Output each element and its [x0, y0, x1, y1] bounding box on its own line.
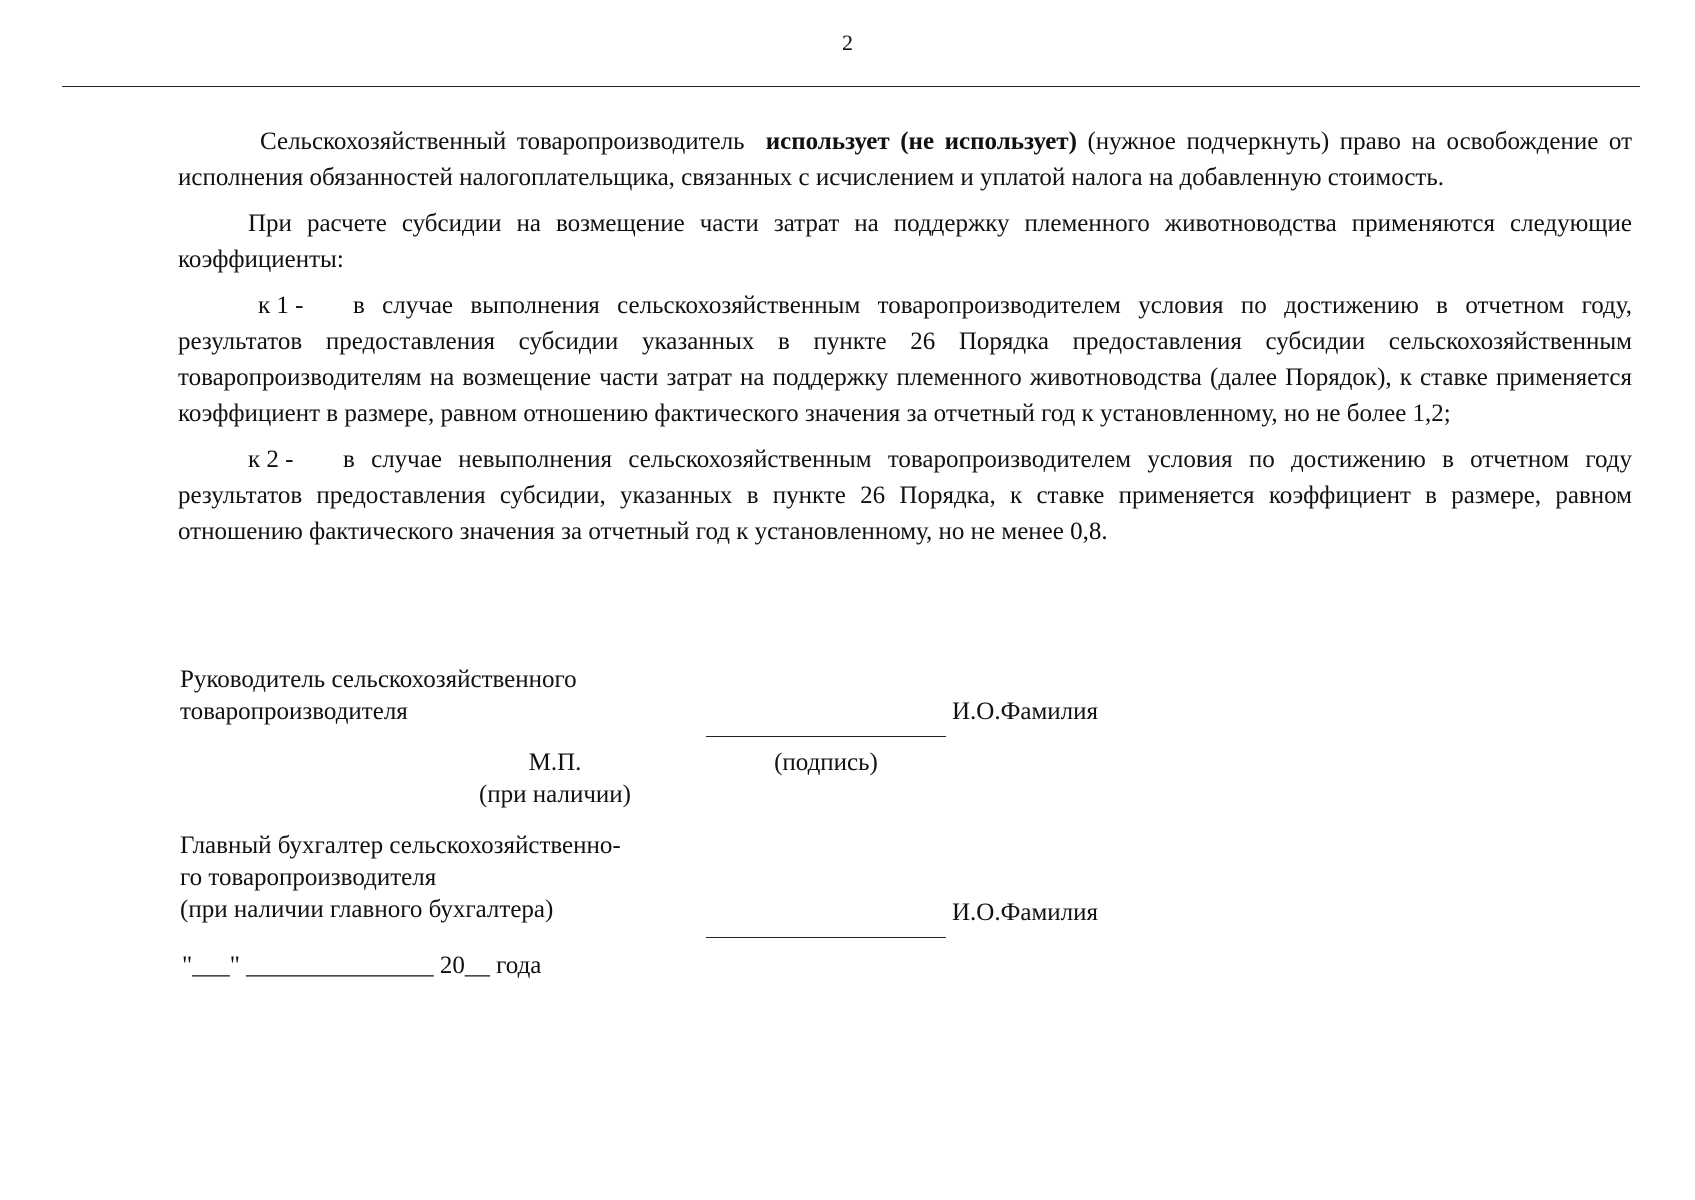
coefficient-k1	[178, 288, 1632, 432]
paragraph-coefficients-intro: При расчете субсидии на возмещение части затрат на поддержку племенного животноводства применяются следующие коэффициенты:	[178, 210, 1632, 273]
stamp-label: М.П.	[528, 749, 582, 776]
accountant-role-line1: Главный бухгалтер сельскохозяйственно-	[180, 832, 621, 859]
head-role-line1: Руководитель сельскохозяйственного	[180, 666, 577, 693]
coefficient-k1-label: к 1 -	[258, 292, 304, 319]
stamp-note	[455, 747, 655, 811]
stamp-condition: (при наличии)	[478, 781, 632, 808]
coefficient-k2	[178, 442, 1632, 550]
page-number: 2	[842, 30, 853, 55]
head-name: И.О.Фамилия	[952, 698, 1099, 725]
head-signature-line	[706, 736, 946, 737]
document-body	[178, 124, 1632, 560]
coefficient-k2-text: в случае невыполнения сельскохозяйственным товаропроизводителем условия по достижению в отчетном году результатов предоставления субсидии, указанных в пункте 26 Порядка, к ставке применяется коэффициент в размере, равном отношению фактического значения за отчетный год к установленному, но не менее 0,8.	[178, 446, 1632, 545]
paragraph-lead: Сельскохозяйственный товаропроизводитель	[260, 128, 745, 155]
accountant-role-line2: го товаропроизводителя	[180, 864, 437, 891]
accountant-role-line3: (при наличии главного бухгалтера)	[180, 896, 554, 923]
head-role-line2: товаропроизводителя	[180, 698, 408, 725]
coefficient-k2-label: к 2 -	[248, 446, 294, 473]
accountant-role	[180, 830, 621, 926]
header-divider	[62, 86, 1640, 87]
paragraph-emphasis: использует (не использует)	[765, 128, 1077, 155]
head-role	[180, 664, 577, 728]
signature-caption: (подпись)	[774, 749, 878, 776]
paragraph-vat-exemption	[178, 124, 1632, 196]
paragraph-tail: (нужное подчеркнуть) право на освобождение от исполнения обязанностей налогоплательщика, связанных с исчислением и уплатой налога на добавленную стоимость.	[178, 128, 1632, 191]
accountant-name: И.О.Фамилия	[952, 899, 1099, 926]
accountant-signature-line	[706, 937, 946, 938]
date-line: "___" _______________ 20__ года	[182, 952, 542, 979]
coefficient-k1-text: в случае выполнения сельскохозяйственным товаропроизводителем условия по достижению в отчетном году, результатов предоставления субсидии указанных в пункте 26 Порядка предоставления субсидии сельскохозяйственным товаропроизводителям на возмещение части затрат на поддержку племенного животноводства (далее Порядок), к ставке применяется коэффициент в размере, равном отношению фактического значения за отчетный год к установленному, но не более 1,2;	[178, 292, 1632, 427]
